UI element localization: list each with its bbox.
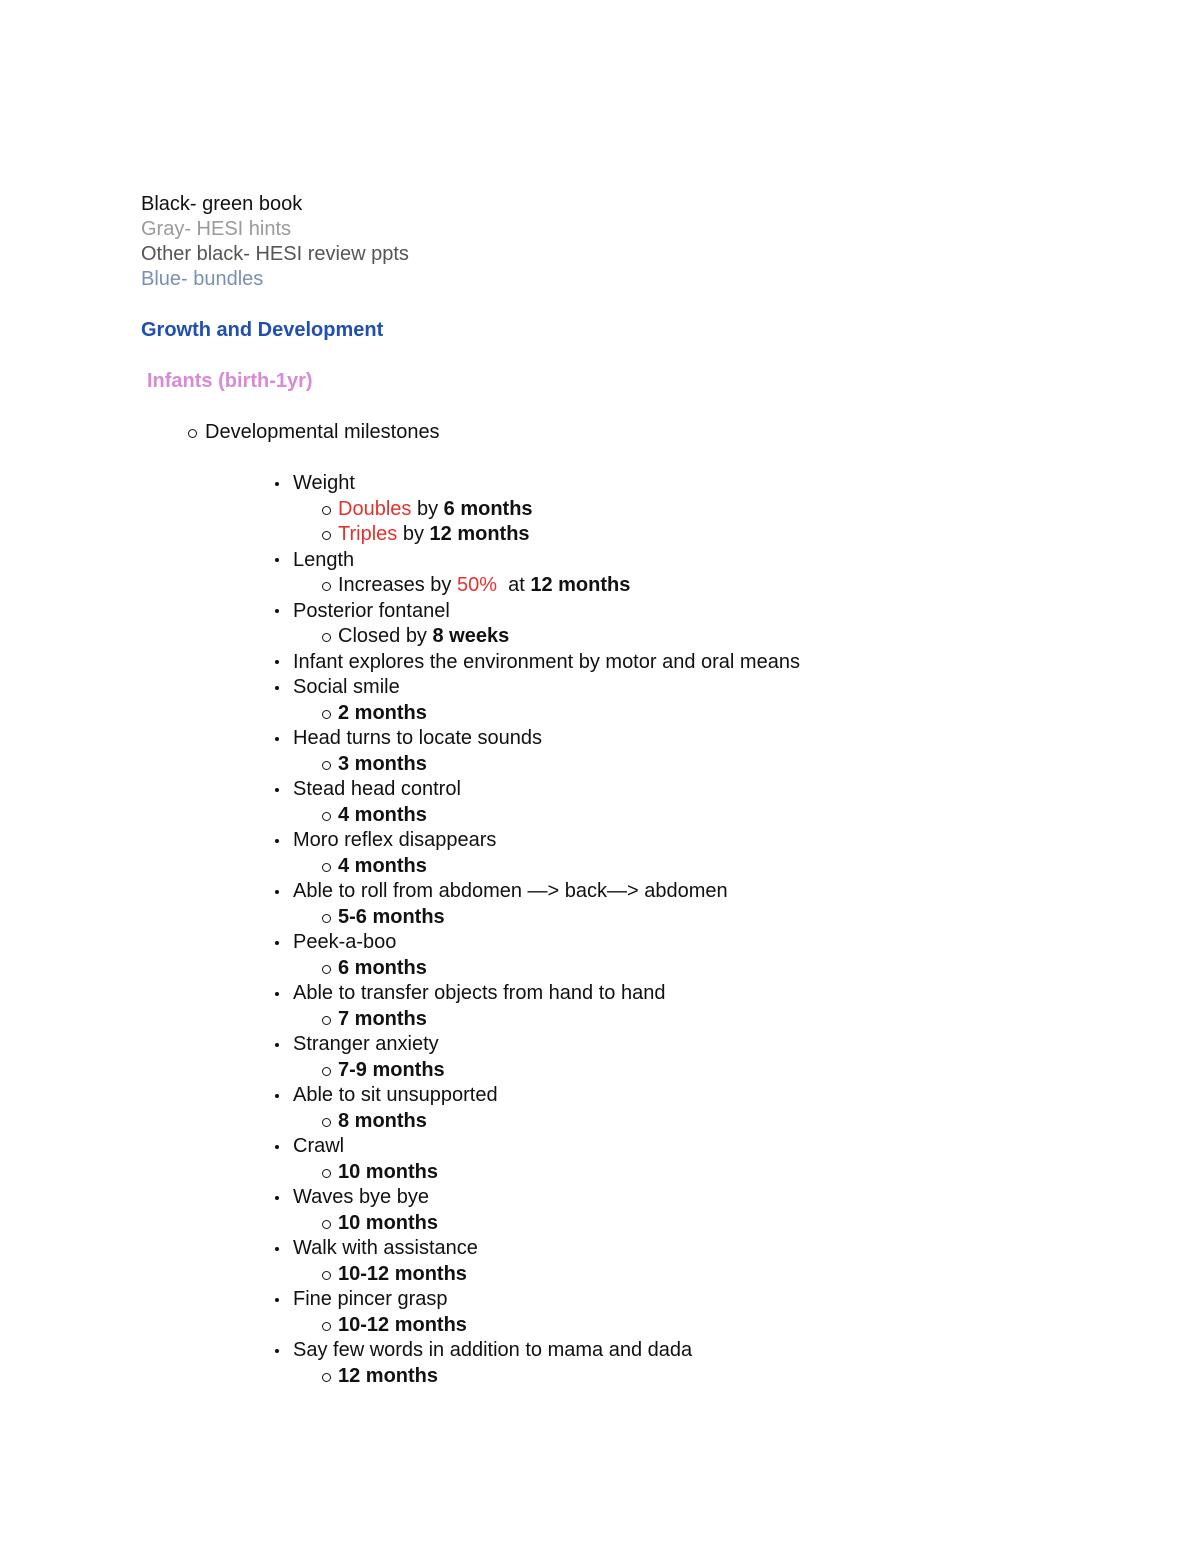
milestone-detail: [272, 1211, 800, 1237]
bullet-dot-icon: [275, 1349, 279, 1353]
text-segment: 10 months: [338, 1160, 439, 1183]
text-segment: 8 weeks: [432, 625, 510, 647]
milestone-label: Walk with assistance: [293, 1237, 478, 1259]
milestone-label: Social smile: [293, 676, 400, 698]
milestone-detail-text: [338, 803, 427, 829]
milestone-detail: [272, 905, 800, 931]
text-segment: by: [411, 497, 444, 520]
bullet-dot-icon: [275, 788, 279, 792]
text-segment: 4 months: [338, 803, 427, 826]
milestone-detail: [272, 956, 800, 982]
text-segment: Increases by: [338, 574, 457, 596]
text-segment: 10 months: [338, 1211, 439, 1234]
hollow-bullet-icon: [322, 1322, 331, 1331]
text-segment: 2 months: [338, 701, 427, 724]
milestone-label: Peek-a-boo: [293, 931, 397, 953]
text-segment: 8 months: [338, 1109, 427, 1132]
text-segment: 12 months: [429, 523, 530, 545]
bullet-dot-icon: [275, 1094, 279, 1098]
hollow-bullet-icon: [322, 1220, 331, 1229]
milestone-label: Posterior fontanel: [293, 599, 450, 622]
milestone-detail: [272, 1160, 800, 1186]
milestone-item: [272, 1083, 800, 1109]
milestone-item: [272, 930, 800, 956]
milestone-label: Crawl: [293, 1135, 345, 1157]
milestone-item: [272, 879, 800, 905]
milestone-label: Weight: [293, 472, 355, 494]
milestone-detail-text: [338, 1262, 467, 1288]
milestone-detail-text: [338, 1313, 467, 1339]
milestone-item: [272, 675, 800, 701]
milestone-detail-text: [338, 624, 509, 650]
text-segment: by: [397, 523, 430, 545]
milestone-label: Say few words in addition to mama and dada: [293, 1339, 693, 1361]
milestone-detail: [272, 803, 800, 829]
bullet-dot-icon: [275, 1145, 279, 1149]
text-segment: 50%: [456, 574, 497, 596]
hollow-bullet-icon: [322, 1016, 331, 1025]
milestone-detail-text: [338, 1211, 438, 1237]
milestone-detail-text: [338, 1058, 445, 1084]
bullet-dot-icon: [275, 660, 279, 664]
milestone-detail-text: [338, 1109, 427, 1135]
text-segment: 12 months: [338, 1364, 439, 1387]
milestone-detail-text: [338, 1007, 427, 1033]
milestone-detail: [272, 573, 800, 599]
milestone-detail: [272, 624, 800, 650]
milestone-label: Moro reflex disappears: [293, 829, 497, 851]
milestone-label: Waves bye bye: [293, 1186, 429, 1208]
milestone-item: [272, 471, 800, 497]
milestone-detail-text: [338, 956, 427, 982]
milestone-list: [272, 471, 800, 1389]
milestone-detail-text: [338, 1160, 438, 1186]
milestone-item: [272, 599, 800, 625]
legend-line-other-black: Other black- HESI review ppts: [141, 243, 409, 265]
bullet-dot-icon: [275, 1196, 279, 1200]
milestone-detail-text: [338, 701, 427, 727]
milestone-item: [272, 981, 800, 1007]
milestone-detail-text: [338, 522, 530, 548]
milestone-detail-text: [338, 854, 427, 880]
milestone-label: Fine pincer grasp: [293, 1288, 448, 1310]
legend-line-blue: Blue- bundles: [141, 268, 264, 290]
section-title: Growth and Development: [141, 319, 384, 341]
milestone-item: [272, 1134, 800, 1160]
milestone-label: Infant explores the environment by motor and oral means: [293, 650, 800, 673]
hollow-bullet-icon: [322, 633, 331, 642]
milestones-heading-text: Developmental milestones: [205, 421, 440, 443]
milestone-detail-text: [338, 1364, 438, 1390]
milestone-detail: [272, 1313, 800, 1339]
milestone-detail: [272, 497, 800, 523]
milestone-item: [272, 548, 800, 574]
milestone-detail: [272, 1109, 800, 1135]
hollow-bullet-icon: [322, 1271, 331, 1280]
text-segment: 7-9 months: [338, 1058, 445, 1081]
hollow-bullet-icon: [322, 1373, 331, 1382]
bullet-dot-icon: [275, 609, 279, 613]
text-segment: 12 months: [530, 574, 631, 596]
text-segment: 6 months: [338, 956, 427, 979]
legend-line-gray: Gray- HESI hints: [141, 218, 292, 240]
text-segment: 4 months: [338, 854, 427, 877]
bullet-dot-icon: [275, 737, 279, 741]
hollow-bullet-icon: [322, 582, 331, 591]
hollow-bullet-icon: [188, 429, 197, 438]
hollow-bullet-icon: [322, 812, 331, 821]
text-segment: 5-6 months: [338, 905, 445, 928]
milestone-item: [272, 828, 800, 854]
text-segment: Triples: [338, 523, 398, 545]
hollow-bullet-icon: [322, 1118, 331, 1127]
bullet-dot-icon: [275, 558, 279, 562]
milestone-item: [272, 1338, 800, 1364]
milestone-detail: [272, 701, 800, 727]
text-segment: at: [496, 574, 531, 596]
milestone-item: [272, 1032, 800, 1058]
milestone-detail: [272, 1364, 800, 1390]
bullet-dot-icon: [275, 941, 279, 945]
text-segment: Closed by: [338, 625, 433, 647]
milestone-detail: [272, 1058, 800, 1084]
hollow-bullet-icon: [322, 1169, 331, 1178]
milestone-detail: [272, 1262, 800, 1288]
bullet-dot-icon: [275, 1298, 279, 1302]
milestone-label: Able to roll from abdomen —> back—> abdomen: [293, 880, 728, 902]
milestone-item: [272, 1287, 800, 1313]
text-segment: Doubles: [338, 497, 412, 520]
milestone-label: Length: [293, 548, 355, 571]
hollow-bullet-icon: [322, 914, 331, 923]
text-segment: 10-12 months: [338, 1313, 467, 1336]
hollow-bullet-icon: [322, 531, 331, 540]
milestone-detail-text: [338, 905, 445, 931]
hollow-bullet-icon: [322, 1067, 331, 1076]
milestone-label: Able to transfer objects from hand to hand: [293, 982, 666, 1004]
bullet-dot-icon: [275, 482, 279, 486]
milestone-label: Stead head control: [293, 778, 461, 800]
bullet-dot-icon: [275, 839, 279, 843]
milestone-label: Able to sit unsupported: [293, 1084, 498, 1106]
milestone-detail: [272, 752, 800, 778]
bullet-dot-icon: [275, 686, 279, 690]
milestone-item: [272, 1236, 800, 1262]
hollow-bullet-icon: [322, 863, 331, 872]
milestone-detail-text: [338, 752, 427, 778]
legend-line-black: Black- green book: [141, 193, 303, 215]
milestone-label: Head turns to locate sounds: [293, 727, 543, 749]
milestone-item: [272, 650, 800, 676]
text-segment: 3 months: [338, 752, 427, 775]
milestone-detail: [272, 854, 800, 880]
hollow-bullet-icon: [322, 506, 331, 515]
hollow-bullet-icon: [322, 965, 331, 974]
milestone-detail: [272, 1007, 800, 1033]
text-segment: 6 months: [443, 497, 533, 520]
subsection-title: Infants (birth-1yr): [147, 370, 313, 392]
bullet-dot-icon: [275, 1247, 279, 1251]
text-segment: 10-12 months: [338, 1262, 467, 1285]
milestone-item: [272, 726, 800, 752]
hollow-bullet-icon: [322, 761, 331, 770]
bullet-dot-icon: [275, 992, 279, 996]
milestone-item: [272, 777, 800, 803]
bullet-dot-icon: [275, 1043, 279, 1047]
milestone-label: Stranger anxiety: [293, 1033, 439, 1055]
color-legend: [141, 192, 409, 292]
bullet-dot-icon: [275, 890, 279, 894]
milestone-detail-text: [338, 497, 533, 523]
hollow-bullet-icon: [322, 710, 331, 719]
milestones-heading: [188, 421, 440, 444]
milestone-detail-text: [338, 573, 630, 599]
text-segment: 7 months: [338, 1007, 427, 1030]
milestone-item: [272, 1185, 800, 1211]
milestone-detail: [272, 522, 800, 548]
